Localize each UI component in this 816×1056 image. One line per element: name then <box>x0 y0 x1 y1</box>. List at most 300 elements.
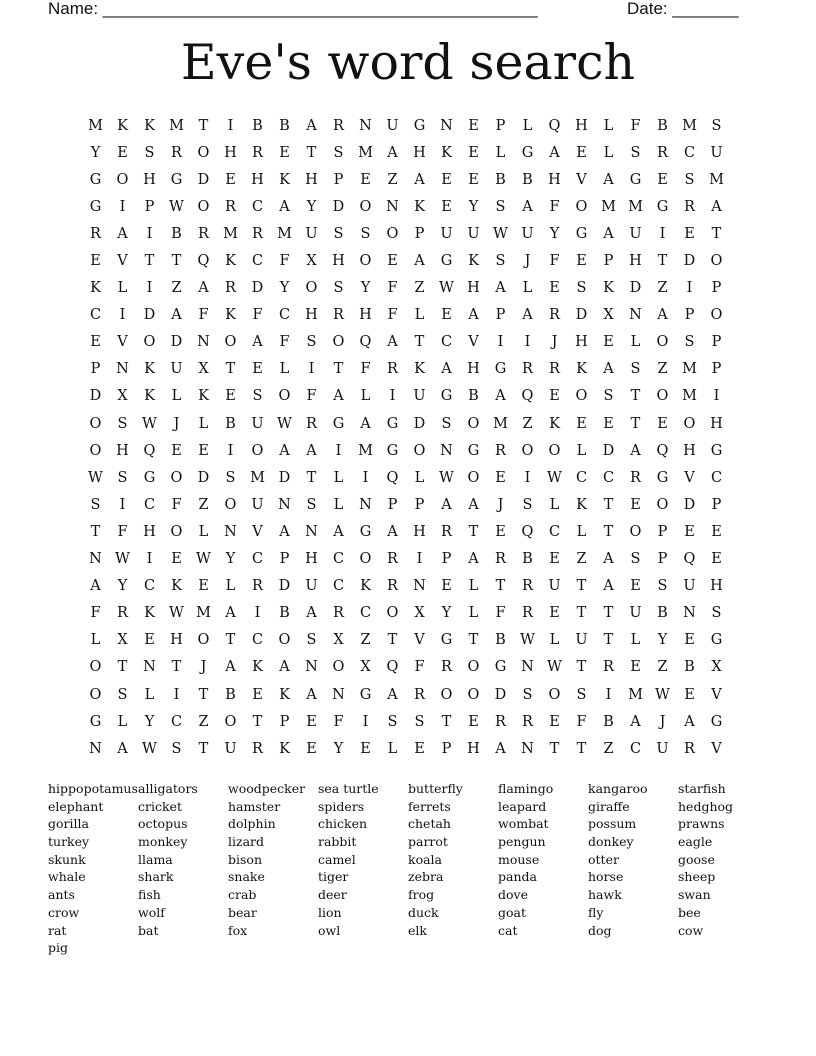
word-list-item: cricket <box>138 798 182 814</box>
grid-letter: H <box>251 171 264 188</box>
grid-letter: D <box>170 334 183 351</box>
grid-letter: P <box>711 334 722 351</box>
grid-letter: S <box>711 605 722 622</box>
grid-letter: U <box>548 578 561 595</box>
word-list-item: dolphin <box>228 816 276 832</box>
grid-letter: B <box>279 605 290 622</box>
grid-letter: G <box>359 686 372 703</box>
grid-letter: B <box>522 551 533 568</box>
grid-letter: E <box>549 713 560 730</box>
word-list-item: otter <box>588 851 619 867</box>
grid-letter: T <box>441 713 452 730</box>
grid-letter: A <box>387 686 398 703</box>
grid-letter: P <box>144 198 155 215</box>
word-list-item: starfish <box>678 781 726 796</box>
word-list-item: rabbit <box>318 834 357 850</box>
word-list-item: flamingo <box>498 781 554 796</box>
grid-letter: E <box>576 144 587 161</box>
grid-letter: E <box>279 144 290 161</box>
grid-letter: R <box>225 280 236 297</box>
grid-letter: B <box>171 225 182 242</box>
grid-letter: O <box>170 469 183 486</box>
grid-letter: T <box>468 523 479 540</box>
grid-letter: K <box>225 307 236 324</box>
grid-letter: H <box>143 523 156 540</box>
grid-letter: S <box>333 225 344 242</box>
grid-letter: Y <box>117 578 128 595</box>
grid-letter: K <box>360 578 371 595</box>
grid-letter: E <box>252 686 263 703</box>
grid-letter: W <box>547 659 562 676</box>
grid-letter: T <box>603 523 614 540</box>
grid-letter: V <box>684 469 695 486</box>
grid-letter: E <box>630 578 641 595</box>
word-list-item: sea turtle <box>318 781 379 796</box>
date-field: Date: _______ <box>627 0 739 18</box>
grid-letter: I <box>119 307 126 324</box>
grid-letter: R <box>387 578 398 595</box>
grid-letter: K <box>198 388 209 405</box>
grid-letter: Y <box>279 280 290 297</box>
grid-letter: F <box>630 117 641 134</box>
grid-letter: U <box>224 740 237 757</box>
grid-letter: M <box>709 171 724 188</box>
grid-letter: U <box>629 605 642 622</box>
grid-letter: D <box>143 307 156 324</box>
name-field: Name: ______________________________________________ <box>48 0 538 18</box>
grid-letter: P <box>495 307 506 324</box>
grid-letter: R <box>495 442 506 459</box>
grid-letter: S <box>333 144 344 161</box>
grid-letter: C <box>251 253 264 270</box>
grid-letter: N <box>278 496 291 513</box>
grid-letter: O <box>548 686 561 703</box>
grid-letter: O <box>683 415 696 432</box>
grid-letter: S <box>225 469 236 486</box>
grid-letter: I <box>173 686 180 703</box>
word-list-item: crab <box>228 887 257 903</box>
grid-letter: O <box>656 388 669 405</box>
grid-letter: F <box>198 307 209 324</box>
grid-letter: A <box>495 280 506 297</box>
grid-letter: E <box>387 253 398 270</box>
grid-letter: G <box>494 361 507 378</box>
word-list-item: ferrets <box>408 798 451 814</box>
word-list-item: skunk <box>48 851 86 867</box>
grid-letter: O <box>575 388 588 405</box>
grid-letter: U <box>440 225 453 242</box>
grid-letter: U <box>305 578 318 595</box>
grid-letter: L <box>603 117 614 134</box>
grid-letter: G <box>656 469 669 486</box>
grid-letter: I <box>497 334 504 351</box>
grid-letter: C <box>332 551 345 568</box>
grid-letter: W <box>439 469 454 486</box>
grid-letter: N <box>89 551 102 568</box>
grid-letter: E <box>198 578 209 595</box>
grid-letter: V <box>711 686 722 703</box>
grid-letter: I <box>362 713 369 730</box>
grid-letter: U <box>710 144 723 161</box>
grid-letter: D <box>683 496 696 513</box>
grid-letter: C <box>359 605 372 622</box>
grid-letter: R <box>252 225 263 242</box>
grid-letter: P <box>414 225 425 242</box>
word-list-item: chicken <box>318 816 368 832</box>
grid-letter: F <box>414 659 425 676</box>
grid-letter: T <box>495 578 506 595</box>
grid-letter: R <box>252 740 263 757</box>
grid-letter: O <box>197 632 210 649</box>
word-list-item: mouse <box>498 851 540 867</box>
grid-letter: H <box>575 334 588 351</box>
grid-letter: N <box>332 686 345 703</box>
grid-letter: O <box>278 388 291 405</box>
grid-letter: F <box>495 605 506 622</box>
grid-letter: F <box>360 361 371 378</box>
grid-letter: A <box>306 605 317 622</box>
grid-letter: J <box>524 253 531 270</box>
grid-letter: T <box>198 686 209 703</box>
grid-letter: P <box>414 496 425 513</box>
grid-letter: R <box>549 307 560 324</box>
grid-letter: E <box>468 117 479 134</box>
grid-letter: I <box>605 686 612 703</box>
grid-letter: L <box>468 578 479 595</box>
grid-letter: W <box>547 469 562 486</box>
grid-letter: O <box>548 442 561 459</box>
grid-letter: D <box>602 442 615 459</box>
grid-letter: B <box>225 415 236 432</box>
grid-letter: T <box>225 632 236 649</box>
grid-letter: M <box>628 198 643 215</box>
grid-letter: I <box>254 605 261 622</box>
grid-letter: C <box>251 551 264 568</box>
grid-letter: K <box>171 578 182 595</box>
grid-letter: K <box>144 605 155 622</box>
grid-letter: H <box>575 117 588 134</box>
grid-letter: N <box>440 442 453 459</box>
grid-letter: R <box>252 144 263 161</box>
grid-letter: D <box>278 578 291 595</box>
word-list-item: sheep <box>678 869 716 885</box>
grid-letter: U <box>683 578 696 595</box>
grid-letter: M <box>682 361 697 378</box>
grid-letter: E <box>306 740 317 757</box>
grid-letter: K <box>279 740 290 757</box>
word-list-item: lizard <box>228 834 265 850</box>
grid-letter: L <box>360 388 371 405</box>
grid-letter: S <box>495 253 506 270</box>
grid-letter: S <box>333 280 344 297</box>
grid-letter: M <box>682 388 697 405</box>
grid-letter: G <box>170 171 183 188</box>
grid-letter: E <box>117 144 128 161</box>
grid-letter: T <box>576 659 587 676</box>
grid-letter: T <box>576 578 587 595</box>
word-list-item: deer <box>318 887 347 903</box>
grid-letter: A <box>198 280 209 297</box>
grid-letter: K <box>144 388 155 405</box>
grid-letter: S <box>495 198 506 215</box>
grid-letter: E <box>90 253 101 270</box>
grid-letter: A <box>117 225 128 242</box>
word-list-item: possum <box>588 816 637 832</box>
grid-letter: T <box>144 253 155 270</box>
word-list-item: leapard <box>498 798 547 814</box>
grid-letter: H <box>710 415 723 432</box>
grid-letter: H <box>359 307 372 324</box>
grid-letter: D <box>629 280 642 297</box>
grid-letter: L <box>198 415 209 432</box>
grid-letter: A <box>468 496 479 513</box>
grid-letter: E <box>225 388 236 405</box>
grid-letter: A <box>468 307 479 324</box>
grid-letter: A <box>603 225 614 242</box>
grid-letter: Y <box>657 632 668 649</box>
grid-letter: E <box>630 659 641 676</box>
grid-letter: A <box>414 253 425 270</box>
grid-letter: Y <box>441 605 452 622</box>
grid-letter: A <box>279 523 290 540</box>
grid-letter: I <box>389 388 396 405</box>
grid-letter: T <box>414 334 425 351</box>
word-list-item: hawk <box>588 887 622 903</box>
grid-letter: P <box>657 523 668 540</box>
grid-letter: M <box>169 117 184 134</box>
grid-letter: O <box>89 659 102 676</box>
grid-letter: L <box>468 605 479 622</box>
grid-letter: E <box>657 415 668 432</box>
grid-letter: K <box>414 361 425 378</box>
grid-letter: S <box>306 496 317 513</box>
grid-letter: S <box>657 578 668 595</box>
grid-letter: N <box>224 523 237 540</box>
word-list-item: eagle <box>678 834 713 850</box>
grid-letter: Y <box>225 551 236 568</box>
grid-letter: O <box>629 523 642 540</box>
grid-letter: F <box>549 253 560 270</box>
grid-letter: L <box>522 280 533 297</box>
grid-letter: S <box>684 171 695 188</box>
grid-letter: M <box>601 198 616 215</box>
word-list-item: camel <box>318 851 356 867</box>
grid-letter: Z <box>576 551 587 568</box>
grid-letter: W <box>493 225 508 242</box>
grid-letter: B <box>495 171 506 188</box>
grid-letter: B <box>468 388 479 405</box>
grid-letter: Z <box>657 280 668 297</box>
grid-letter: K <box>279 686 290 703</box>
grid-letter: E <box>657 171 668 188</box>
grid-letter: E <box>495 523 506 540</box>
grid-letter: X <box>711 659 722 676</box>
grid-letter: A <box>279 442 290 459</box>
grid-letter: R <box>603 659 614 676</box>
grid-letter: L <box>117 280 128 297</box>
grid-letter: R <box>495 713 506 730</box>
grid-letter: S <box>90 496 101 513</box>
grid-letter: A <box>522 198 533 215</box>
grid-letter: I <box>146 225 153 242</box>
word-list-item: rat <box>48 922 67 938</box>
word-list-item: bear <box>228 904 257 920</box>
grid-letter: S <box>414 713 425 730</box>
grid-letter: I <box>146 280 153 297</box>
word-list-item: octopus <box>138 816 188 832</box>
grid-letter: V <box>711 740 722 757</box>
word-list-item: snake <box>228 869 265 885</box>
grid-letter: P <box>90 361 101 378</box>
grid-letter: L <box>90 632 101 649</box>
grid-letter: G <box>575 225 588 242</box>
grid-letter: S <box>117 415 128 432</box>
grid-letter: S <box>711 117 722 134</box>
grid-letter: N <box>629 307 642 324</box>
grid-letter: A <box>387 144 398 161</box>
grid-letter: N <box>359 117 372 134</box>
grid-letter: E <box>198 442 209 459</box>
grid-letter: O <box>575 198 588 215</box>
grid-letter: O <box>305 280 318 297</box>
grid-letter: I <box>227 117 234 134</box>
grid-letter: Z <box>657 659 668 676</box>
grid-letter: O <box>386 605 399 622</box>
grid-letter: I <box>524 469 531 486</box>
grid-letter: B <box>522 171 533 188</box>
grid-letter: Z <box>387 171 398 188</box>
grid-letter: H <box>143 171 156 188</box>
grid-letter: M <box>682 117 697 134</box>
grid-letter: S <box>630 361 641 378</box>
grid-letter: Z <box>198 496 209 513</box>
grid-letter: C <box>710 469 723 486</box>
header-row <box>0 0 816 22</box>
grid-letter: T <box>630 388 641 405</box>
grid-letter: P <box>603 253 614 270</box>
grid-letter: M <box>223 225 238 242</box>
grid-letter: L <box>576 523 587 540</box>
word-list-item: fish <box>138 887 161 903</box>
grid-letter: O <box>278 632 291 649</box>
word-list-item: frog <box>408 887 435 903</box>
grid-letter: J <box>173 415 180 432</box>
word-list-item: wombat <box>498 816 549 832</box>
grid-letter: L <box>603 144 614 161</box>
grid-letter: U <box>575 632 588 649</box>
grid-letter: I <box>227 442 234 459</box>
grid-letter: E <box>468 713 479 730</box>
grid-letter: H <box>305 307 318 324</box>
grid-letter: N <box>521 740 534 757</box>
grid-letter: X <box>360 659 371 676</box>
grid-letter: L <box>171 388 182 405</box>
word-list-item: hedghog <box>678 798 734 814</box>
grid-letter: B <box>252 117 263 134</box>
grid-letter: R <box>549 361 560 378</box>
grid-letter: A <box>630 713 641 730</box>
grid-letter: T <box>657 253 668 270</box>
grid-letter: L <box>225 578 236 595</box>
grid-letter: L <box>495 144 506 161</box>
grid-letter: S <box>630 144 641 161</box>
grid-letter: N <box>440 117 453 134</box>
grid-letter: O <box>170 523 183 540</box>
grid-letter: U <box>386 117 399 134</box>
grid-letter: G <box>440 632 453 649</box>
grid-letter: R <box>522 361 533 378</box>
grid-letter: Y <box>144 713 155 730</box>
grid-letter: W <box>655 686 670 703</box>
grid-letter: Y <box>468 198 479 215</box>
grid-letter: G <box>521 144 534 161</box>
grid-letter: O <box>359 551 372 568</box>
grid-letter: N <box>413 578 426 595</box>
grid-letter: O <box>224 496 237 513</box>
grid-letter: S <box>252 388 263 405</box>
grid-letter: M <box>358 144 373 161</box>
word-list-item: owl <box>318 922 341 938</box>
grid-letter: L <box>414 469 425 486</box>
word-list-item: koala <box>408 851 443 867</box>
word-list-item: chetah <box>408 816 451 832</box>
grid-letter: O <box>467 469 480 486</box>
grid-letter: S <box>306 334 317 351</box>
grid-letter: T <box>333 361 344 378</box>
grid-letter: P <box>279 713 290 730</box>
grid-letter: E <box>549 388 560 405</box>
grid-letter: J <box>551 334 558 351</box>
grid-letter: G <box>710 713 723 730</box>
grid-letter: X <box>117 388 128 405</box>
grid-letter: S <box>117 686 128 703</box>
grid-letter: P <box>387 496 398 513</box>
grid-letter: O <box>116 171 129 188</box>
word-list-item: parrot <box>408 834 448 850</box>
grid-letter: G <box>386 415 399 432</box>
word-list-item: monkey <box>138 834 188 850</box>
grid-letter: G <box>467 442 480 459</box>
grid-letter: N <box>197 334 210 351</box>
grid-letter: R <box>684 740 695 757</box>
grid-letter: L <box>198 523 209 540</box>
grid-letter: T <box>252 713 263 730</box>
grid-letter: N <box>521 659 534 676</box>
grid-letter: A <box>711 198 722 215</box>
grid-letter: O <box>359 253 372 270</box>
grid-letter: T <box>576 605 587 622</box>
grid-letter: D <box>197 171 210 188</box>
grid-letter: N <box>116 361 129 378</box>
grid-letter: I <box>335 442 342 459</box>
grid-letter: M <box>250 469 265 486</box>
grid-letter: L <box>549 496 560 513</box>
grid-letter: F <box>279 334 290 351</box>
grid-letter: A <box>279 659 290 676</box>
grid-letter: P <box>684 307 695 324</box>
grid-letter: Q <box>386 659 399 676</box>
grid-letter: A <box>387 334 398 351</box>
grid-letter: L <box>333 496 344 513</box>
grid-letter: X <box>414 605 425 622</box>
grid-letter: W <box>520 632 535 649</box>
grid-letter: Z <box>657 361 668 378</box>
word-list-item: giraffe <box>588 798 630 814</box>
word-list-item: elephant <box>48 798 104 814</box>
grid-letter: Y <box>333 740 344 757</box>
grid-letter: P <box>333 171 344 188</box>
grid-letter: D <box>89 388 102 405</box>
